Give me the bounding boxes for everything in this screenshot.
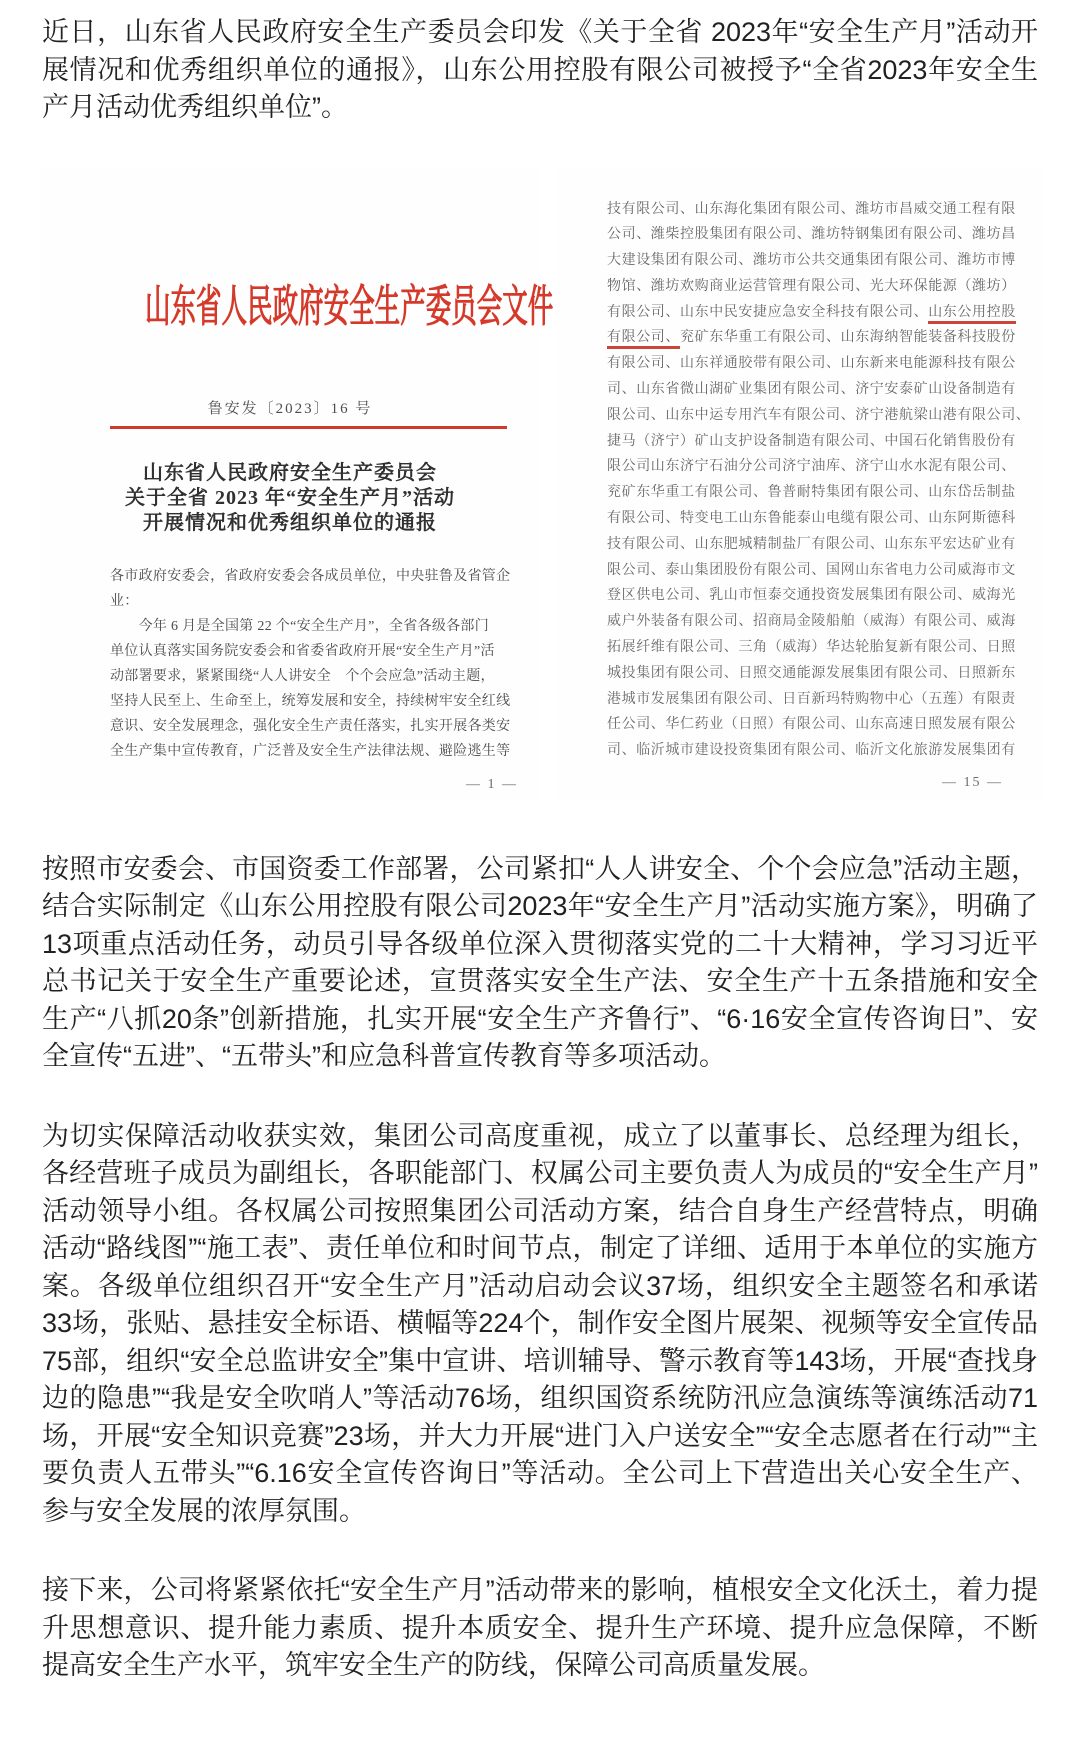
company-list-text: 技有限公司、山东海化集团有限公司、潍坊市昌威交通工程有限 bbox=[607, 201, 1016, 217]
company-list-line bbox=[607, 377, 1027, 403]
company-list-line bbox=[607, 712, 1027, 738]
company-list-line bbox=[607, 403, 1031, 429]
company-list-line bbox=[607, 635, 1027, 661]
scan-text-line: 山东省人民政府安全生产委员会 bbox=[143, 461, 437, 484]
document-scan-image bbox=[40, 169, 1045, 799]
company-list-text: 威户外装备有限公司、招商局金陵船舶（威海）有限公司、威海 bbox=[607, 614, 1016, 630]
body-paragraph-1: 按照市安委会、市国资委工作部署，公司紧扣“人人讲安全、个个会应急”活动主题，结合实际制定《山东公用控股有限公司2023年“安全生产月”活动实施方案》，明确了13项重点活动任务，动员引导各级单位深入贯彻落实党的二十大精神，学习习近平总书记关于安全生产重要论述，宣贯落实安全生产法、安全生产十五条措施和安全生产“八抓20条”创新措施，扎实开展“安全生产齐鲁行”、“6·16安全宣传咨询日”、安全宣传“五进”、“五带头”和应急科普宣传教育等多项活动。 bbox=[42, 853, 1038, 1071]
document-title bbox=[40, 461, 540, 536]
company-list-text: 有限公司、山东中民安捷应急安全科技有限公司、 bbox=[607, 304, 929, 320]
scan-left-page bbox=[40, 169, 554, 799]
company-list-line bbox=[607, 558, 1027, 584]
company-list-line bbox=[607, 300, 1027, 326]
company-list-text: 兖矿东华重工有限公司、鲁普耐特集团有限公司、山东岱岳制盐 bbox=[607, 485, 1016, 501]
company-list-text: 兖矿东华重工有限公司、山东海纳智能装备科技股份 bbox=[680, 330, 1016, 346]
document-number: 鲁安发〔2023〕16 号 bbox=[207, 400, 373, 417]
scan-text-line: 坚持人民至上、生命至上，统筹发展和安全，持续树牢安全红线 bbox=[110, 693, 511, 709]
company-list-text: 司、临沂城市建设投资集团有限公司、临沂文化旅游发展集团有 bbox=[607, 743, 1016, 759]
left-page-number: — 1 — bbox=[466, 776, 518, 792]
company-list-line bbox=[607, 248, 1027, 274]
company-list-line bbox=[607, 325, 1027, 351]
scan-text-line: 全生产集中宣传教育，广泛普及安全生产法律法规、避险逃生等 bbox=[110, 743, 511, 759]
intro-paragraph: 近日，山东省人民政府安全生产委员会印发《关于全省 2023年“安全生产月”活动开展情况和优秀组织单位的通报》，山东公用控股有限公司被授予“全省2023年安全生产月活动优秀组织单位”。 bbox=[42, 17, 1038, 122]
scan-text-line: 业： bbox=[110, 593, 139, 609]
company-list-line bbox=[607, 222, 1027, 248]
scan-text-line: 单位认真落实国务院安委会和省委省政府开展“安全生产月”活 bbox=[110, 643, 495, 659]
official-red-header: 山东省人民政府安全生产委员会文件 bbox=[145, 281, 554, 331]
document-body-text bbox=[110, 564, 520, 764]
company-list-line bbox=[607, 351, 1027, 377]
company-list-line bbox=[607, 429, 1027, 455]
body-paragraph-3: 接下来，公司将紧紧依托“安全生产月”活动带来的影响，植根安全文化沃土，着力提升思想意识、提升能力素质、提升本质安全、提升生产环境、提升应急保障，不断提高安全生产水平，筑牢安全生产的防线，保障公司高质量发展。 bbox=[42, 1575, 1038, 1680]
company-list-text: 公司、潍柴控股集团有限公司、潍坊特钢集团有限公司、潍坊昌 bbox=[607, 227, 1016, 243]
body-paragraph-2: 为切实保障活动收获实效，集团公司高度重视，成立了以董事长、总经理为组长，各经营班子成员为副组长，各职能部门、权属公司主要负责人为成员的“安全生产月”活动领导小组。各权属公司按照集团公司活动方案，结合自身生产经营特点，明确活动“路线图”“施工表”、责任单位和时间节点，制定了详细、适用于本单位的实施方案。各级单位组织召开“安全生产月”活动启动会议37场，组织安全主题签名和承诺33场，张贴、悬挂安全标语、横幅等224个，制作安全图片展架、视频等安全宣传品75部，组织“安全总监讲安全”集中宣讲、培训辅导、警示教育等143场，开展“查找身边的隐患”“我是安全吹哨人”等活动76场，组织国资系统防汛应急演练等演练活动71场，开展“安全知识竞赛”23场，并大力开展“进门入户送安全”“安全志愿者在行动”“主要负责人五带头”“6.16安全宣传咨询日”等活动。全公司上下营造出关心安全生产、参与安全发展的浓厚氛围。 bbox=[42, 1120, 1038, 1526]
scan-text-line: 各市政府安委会，省政府安委会各成员单位，中央驻鲁及省管企 bbox=[110, 568, 511, 584]
scan-text-line: 关于全省 2023 年“安全生产月”活动 bbox=[125, 486, 455, 509]
highlighted-company-underline: 有限公司、 bbox=[607, 330, 680, 349]
company-list-text: 港城市发展集团有限公司、日百新玛特购物中心（五莲）有限责 bbox=[607, 691, 1016, 707]
scan-text-line: 今年 6 月是全国第 22 个“安全生产月”，全省各级各部门 bbox=[110, 618, 490, 634]
company-list-text: 限公司山东济宁石油分公司济宁油库、济宁山水水泥有限公司、 bbox=[607, 459, 1016, 475]
company-list-line bbox=[607, 197, 1027, 223]
highlighted-company-underline: 山东公用控股 bbox=[928, 305, 1016, 324]
company-list-text: 拓展纤维有限公司、三角（威海）华达轮胎复新有限公司、日照 bbox=[607, 640, 1016, 656]
company-list-text: 司、山东省微山湖矿业集团有限公司、济宁安泰矿山设备制造有 bbox=[607, 382, 1016, 398]
scan-text-line: 意识、安全发展理念，强化安全生产责任落实，扎实开展各类安 bbox=[110, 718, 511, 734]
company-list-line bbox=[607, 532, 1027, 558]
company-list-text: 限公司、泰山集团股份有限公司、国网山东省电力公司威海市文 bbox=[607, 562, 1016, 578]
company-list-text: 捷马（济宁）矿山支护设备制造有限公司、中国石化销售股份有 bbox=[607, 433, 1016, 449]
company-list-line bbox=[607, 609, 1027, 635]
company-list-text: 技有限公司、山东肥城精制盐厂有限公司、山东东平宏达矿业有 bbox=[607, 536, 1016, 552]
company-list-text: 有限公司、山东祥通胶带有限公司、山东新来电能源科技有限公 bbox=[607, 356, 1016, 372]
company-list-line bbox=[607, 583, 1027, 609]
awarded-companies-list bbox=[607, 197, 1031, 765]
company-list-text: 有限公司、特变电工山东鲁能泰山电缆有限公司、山东阿斯德科 bbox=[607, 511, 1016, 527]
scan-right-page bbox=[555, 169, 1045, 799]
company-list-line bbox=[607, 661, 1027, 687]
company-list-text: 大建设集团有限公司、潍坊市公共交通集团有限公司、潍坊市博 bbox=[607, 253, 1016, 269]
company-list-line bbox=[607, 454, 1027, 480]
company-list-line bbox=[607, 480, 1027, 506]
red-separator-line bbox=[110, 426, 507, 429]
company-list-text: 物馆、潍坊欢购商业运营管理有限公司、光大环保能源（潍坊） bbox=[607, 278, 1016, 294]
company-list-line bbox=[607, 738, 1027, 764]
company-list-text: 登区供电公司、乳山市恒泰交通投资发展集团有限公司、威海光 bbox=[607, 588, 1016, 604]
company-list-text: 任公司、华仁药业（日照）有限公司、山东高速日照发展有限公 bbox=[607, 717, 1016, 733]
company-list-line bbox=[607, 506, 1027, 532]
scan-text-line: 动部署要求，紧紧围绕“人人讲安全 个个会应急”活动主题， bbox=[110, 668, 495, 684]
company-list-line bbox=[607, 274, 1027, 300]
company-list-text: 城投集团有限公司、日照交通能源发展集团有限公司、日照新东 bbox=[607, 665, 1016, 681]
right-page-number: — 15 — bbox=[942, 774, 1003, 790]
company-list-text: 限公司、山东中运专用汽车有限公司、济宁港航梁山港有限公司、 bbox=[607, 407, 1031, 423]
company-list-line bbox=[607, 687, 1027, 713]
scan-text-line: 开展情况和优秀组织单位的通报 bbox=[143, 511, 437, 534]
